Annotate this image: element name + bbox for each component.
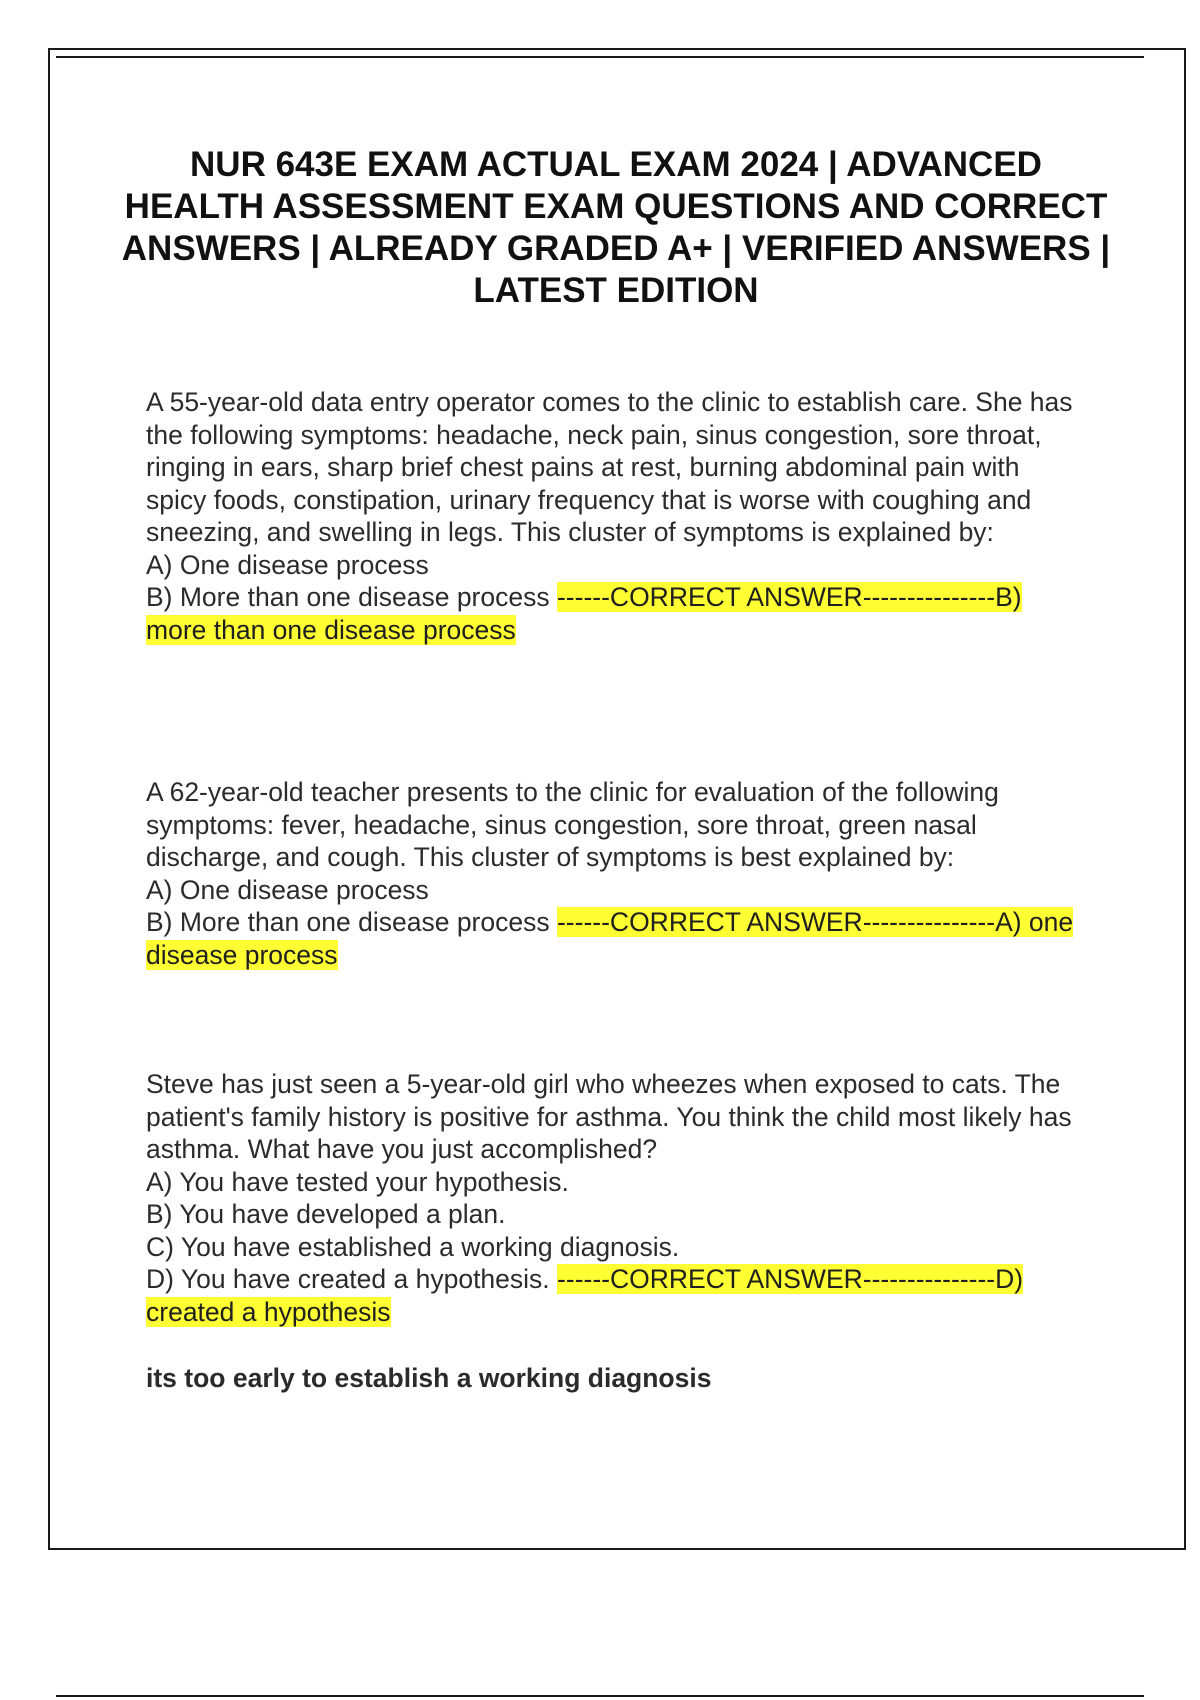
option-b-text: B) More than one disease process	[146, 907, 550, 937]
option-b: B) You have developed a plan.	[146, 1199, 506, 1229]
bottom-rule	[56, 1695, 1144, 1697]
correct-answer-highlight: ------CORRECT ANSWER---------------D) created a hypothesis	[146, 1264, 1024, 1327]
question-1	[146, 386, 1086, 646]
option-d	[146, 1263, 1086, 1328]
question-3	[146, 1068, 1086, 1328]
option-a: A) One disease process	[146, 874, 429, 905]
rationale-note: its too early to establish a working diagnosis	[146, 1363, 712, 1393]
document-title: NUR 643E EXAM ACTUAL EXAM 2024 | ADVANCED HEALTH ASSESSMENT EXAM QUESTIONS AND CORRECT ANSWERS | ALREADY GRADED A+ | VERIFIED ANSWERS | LATEST EDITION	[121, 145, 1111, 310]
correct-answer-highlight: ------CORRECT ANSWER---------------A) one disease process	[146, 907, 1074, 970]
option-a: A) One disease process	[146, 549, 429, 580]
question-stem: A 62-year-old teacher presents to the clinic for evaluation of the following symptoms: fever, headache, sinus congestion, sore throat, green nasal discharge, and cough. This cluster of symptoms is best explained by:	[146, 777, 999, 872]
option-b	[146, 906, 1086, 971]
correct-answer-highlight: ------CORRECT ANSWER---------------B) more than one disease process	[146, 582, 1022, 645]
top-rule	[56, 56, 1144, 58]
option-b	[146, 581, 1086, 646]
question-2	[146, 776, 1086, 971]
question-stem: A 55-year-old data entry operator comes to the clinic to establish care. She has the following symptoms: headache, neck pain, sinus congestion, sore throat, ringing in ears, sharp brief chest pains at rest, burning abdominal pain with spicy foods, constipation, urinary frequency that is worse with coughing and sneezing, and swelling in legs. This cluster of symptoms is explained by:	[146, 387, 1073, 547]
question-stem: Steve has just seen a 5-year-old girl who wheezes when exposed to cats. The patient's family history is positive for asthma. You think the child most likely has asthma. What have you just accomplished?	[146, 1069, 1072, 1164]
option-c: C) You have established a working diagnosis.	[146, 1231, 680, 1262]
option-b-text: B) More than one disease process	[146, 582, 550, 612]
option-a: A) You have tested your hypothesis.	[146, 1166, 569, 1197]
option-d-text: D) You have created a hypothesis.	[146, 1264, 550, 1294]
